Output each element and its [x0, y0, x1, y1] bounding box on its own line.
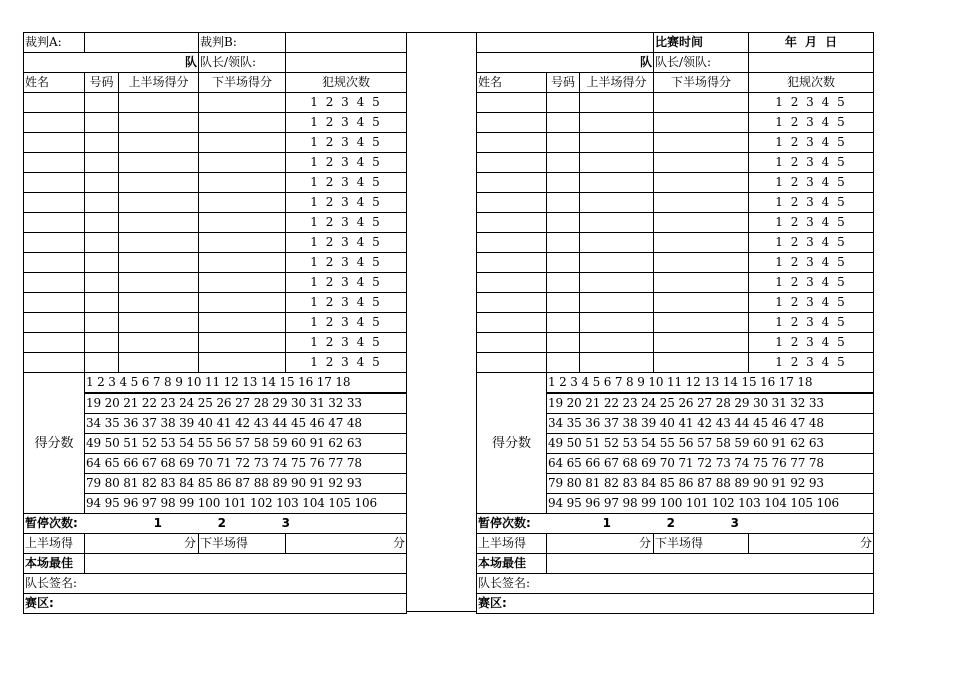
- player-first-half-field[interactable]: [580, 153, 654, 173]
- player-first-half-field[interactable]: [580, 193, 654, 213]
- team-name-field[interactable]: 队: [24, 53, 199, 73]
- score-number-strip[interactable]: 64 65 66 67 68 69 70 71 72 73 74 75 76 77 78: [547, 454, 874, 474]
- player-second-half-field[interactable]: [199, 153, 286, 173]
- player-name-field[interactable]: [477, 333, 547, 353]
- player-first-half-field[interactable]: [580, 233, 654, 253]
- right-player-rows: [477, 93, 874, 373]
- player-name-field[interactable]: [24, 253, 85, 273]
- score-row: [477, 373, 874, 394]
- player-foul-marks[interactable]: 1 2 3 4 5: [286, 293, 407, 313]
- first-half-got-label: 上半场得: [24, 534, 85, 554]
- score-number-strip[interactable]: 19 20 21 22 23 24 25 26 27 28 29 30 31 32 33: [547, 393, 874, 414]
- zone-label[interactable]: 赛区:: [477, 594, 874, 614]
- first-half-points-unit[interactable]: 分: [85, 534, 199, 554]
- timeout-label: 暂停次数:: [478, 516, 531, 530]
- player-number-field[interactable]: [85, 193, 119, 213]
- player-number-field[interactable]: [547, 153, 580, 173]
- match-date-field[interactable]: 年 月 日: [749, 33, 874, 53]
- player-number-field[interactable]: [547, 113, 580, 133]
- player-foul-marks[interactable]: 1 2 3 4 5: [286, 273, 407, 293]
- player-foul-marks[interactable]: 1 2 3 4 5: [286, 133, 407, 153]
- player-row: [477, 93, 874, 113]
- score-number-strip[interactable]: 34 35 36 37 38 39 40 41 42 43 44 45 46 47 48: [85, 414, 407, 434]
- player-row: [477, 273, 874, 293]
- player-first-half-field[interactable]: [119, 293, 199, 313]
- player-number-field[interactable]: [547, 273, 580, 293]
- player-name-field[interactable]: [477, 293, 547, 313]
- score-number-strip[interactable]: 79 80 81 82 83 84 85 86 87 88 89 90 91 92 93: [85, 474, 407, 494]
- player-foul-marks[interactable]: 1 2 3 4 5: [749, 93, 874, 113]
- player-foul-marks[interactable]: 1 2 3 4 5: [749, 173, 874, 193]
- captain-label: 队长/领队:: [654, 53, 749, 73]
- player-foul-marks[interactable]: 1 2 3 4 5: [749, 353, 874, 373]
- zone-row: [477, 594, 874, 614]
- right-sheet-table: [476, 32, 874, 614]
- second-half-got-label: 下半场得: [199, 534, 286, 554]
- left-player-rows: [24, 93, 407, 373]
- match-blank-field[interactable]: [477, 33, 654, 53]
- half-score-row: [477, 534, 874, 554]
- player-row: [24, 153, 407, 173]
- player-first-half-field[interactable]: [580, 273, 654, 293]
- player-row: [24, 333, 407, 353]
- player-second-half-field[interactable]: [654, 93, 749, 113]
- second-half-got-label: 下半场得: [654, 534, 749, 554]
- player-first-half-field[interactable]: [119, 193, 199, 213]
- player-foul-marks[interactable]: 1 2 3 4 5: [286, 153, 407, 173]
- player-first-half-field[interactable]: [119, 113, 199, 133]
- player-number-field[interactable]: [547, 93, 580, 113]
- player-number-field[interactable]: [547, 293, 580, 313]
- zone-label[interactable]: 赛区:: [24, 594, 407, 614]
- player-number-field[interactable]: [85, 313, 119, 333]
- player-name-field[interactable]: [24, 233, 85, 253]
- score-number-strip[interactable]: 1 2 3 4 5 6 7 8 9 10 11 12 13 14 15 16 17 18: [547, 373, 874, 394]
- player-row: [24, 133, 407, 153]
- score-number-strip[interactable]: 94 95 96 97 98 99 100 101 102 103 104 105 106: [547, 494, 874, 514]
- player-second-half-field[interactable]: [654, 353, 749, 373]
- player-second-half-field[interactable]: [199, 273, 286, 293]
- captain-field[interactable]: [286, 53, 407, 73]
- player-second-half-field[interactable]: [199, 173, 286, 193]
- player-foul-marks[interactable]: 1 2 3 4 5: [749, 153, 874, 173]
- header-name: 姓名: [24, 73, 85, 93]
- player-row: [24, 173, 407, 193]
- player-row: [24, 113, 407, 133]
- player-second-half-field[interactable]: [654, 213, 749, 233]
- header-second-half: 下半场得分: [199, 73, 286, 93]
- score-number-strip[interactable]: 49 50 51 52 53 54 55 56 57 58 59 60 91 62 63: [547, 434, 874, 454]
- timeout-cell: [477, 514, 874, 534]
- score-row: [24, 373, 407, 394]
- timeout-2[interactable]: 2: [217, 516, 226, 530]
- player-name-field[interactable]: [24, 113, 85, 133]
- player-foul-marks[interactable]: 1 2 3 4 5: [749, 233, 874, 253]
- player-first-half-field[interactable]: [580, 313, 654, 333]
- player-first-half-field[interactable]: [119, 273, 199, 293]
- player-number-field[interactable]: [85, 353, 119, 373]
- player-name-field[interactable]: [24, 273, 85, 293]
- player-name-field[interactable]: [24, 213, 85, 233]
- mvp-label: 本场最佳: [477, 554, 547, 574]
- player-foul-marks[interactable]: 1 2 3 4 5: [286, 113, 407, 133]
- player-foul-marks[interactable]: 1 2 3 4 5: [286, 93, 407, 113]
- player-foul-marks[interactable]: 1 2 3 4 5: [749, 293, 874, 313]
- player-second-half-field[interactable]: [199, 213, 286, 233]
- player-row: [477, 173, 874, 193]
- player-first-half-field[interactable]: [580, 133, 654, 153]
- player-number-field[interactable]: [85, 273, 119, 293]
- match-time-label: 比赛时间: [654, 33, 749, 53]
- captain-sign-label[interactable]: 队长签名:: [24, 574, 407, 594]
- player-number-field[interactable]: [85, 213, 119, 233]
- score-number-strip[interactable]: 49 50 51 52 53 54 55 56 57 58 59 60 91 62 63: [85, 434, 407, 454]
- player-foul-marks[interactable]: 1 2 3 4 5: [286, 313, 407, 333]
- player-row: [24, 293, 407, 313]
- half-score-row: [24, 534, 407, 554]
- header-row: [477, 73, 874, 93]
- player-row: [24, 93, 407, 113]
- player-number-field[interactable]: [85, 93, 119, 113]
- captain-field[interactable]: [749, 53, 874, 73]
- player-foul-marks[interactable]: 1 2 3 4 5: [749, 313, 874, 333]
- match-time-row: [477, 33, 874, 53]
- player-number-field[interactable]: [547, 193, 580, 213]
- player-number-field[interactable]: [85, 133, 119, 153]
- team-row: [477, 53, 874, 73]
- player-number-field[interactable]: [547, 173, 580, 193]
- player-second-half-field[interactable]: [199, 353, 286, 373]
- player-first-half-field[interactable]: [119, 213, 199, 233]
- left-score-sheet: [23, 32, 407, 614]
- player-name-field[interactable]: [24, 93, 85, 113]
- mvp-label: 本场最佳: [24, 554, 85, 574]
- player-name-field[interactable]: [24, 313, 85, 333]
- player-name-field[interactable]: [477, 153, 547, 173]
- timeout-1[interactable]: 1: [153, 516, 162, 530]
- mvp-field[interactable]: [85, 554, 407, 574]
- player-first-half-field[interactable]: [119, 133, 199, 153]
- player-row: [24, 313, 407, 333]
- player-row: [477, 193, 874, 213]
- player-number-field[interactable]: [547, 333, 580, 353]
- left-sheet-table: [23, 32, 407, 614]
- player-row: [24, 273, 407, 293]
- player-first-half-field[interactable]: [580, 173, 654, 193]
- player-second-half-field[interactable]: [199, 133, 286, 153]
- player-foul-marks[interactable]: 1 2 3 4 5: [286, 173, 407, 193]
- score-label: 得分数: [24, 373, 85, 514]
- player-second-half-field[interactable]: [199, 113, 286, 133]
- timeout-label: 暂停次数:: [25, 516, 78, 530]
- player-first-half-field[interactable]: [119, 93, 199, 113]
- player-name-field[interactable]: [24, 153, 85, 173]
- player-first-half-field[interactable]: [580, 293, 654, 313]
- captain-sign-row: [477, 574, 874, 594]
- player-row: [24, 213, 407, 233]
- player-foul-marks[interactable]: 1 2 3 4 5: [286, 353, 407, 373]
- player-name-field[interactable]: [24, 353, 85, 373]
- player-second-half-field[interactable]: [199, 193, 286, 213]
- player-first-half-field[interactable]: [119, 153, 199, 173]
- player-number-field[interactable]: [85, 253, 119, 273]
- header-fouls: 犯规次数: [286, 73, 407, 93]
- player-name-field[interactable]: [477, 253, 547, 273]
- player-row: [477, 213, 874, 233]
- player-row: [477, 313, 874, 333]
- player-name-field[interactable]: [477, 173, 547, 193]
- player-row: [24, 353, 407, 373]
- player-second-half-field[interactable]: [654, 173, 749, 193]
- header-first-half: 上半场得分: [119, 73, 199, 93]
- player-name-field[interactable]: [477, 193, 547, 213]
- score-number-strip[interactable]: 1 2 3 4 5 6 7 8 9 10 11 12 13 14 15 16 17 18: [85, 373, 407, 394]
- player-first-half-field[interactable]: [119, 173, 199, 193]
- player-number-field[interactable]: [547, 133, 580, 153]
- timeout-row: [477, 514, 874, 534]
- header-fouls: 犯规次数: [749, 73, 874, 93]
- score-number-strip[interactable]: 79 80 81 82 83 84 85 86 87 88 89 90 91 92 93: [547, 474, 874, 494]
- timeout-3[interactable]: 3: [730, 516, 739, 530]
- mvp-field[interactable]: [547, 554, 874, 574]
- player-row: [24, 233, 407, 253]
- player-second-half-field[interactable]: [654, 253, 749, 273]
- player-second-half-field[interactable]: [199, 293, 286, 313]
- header-number: 号码: [85, 73, 119, 93]
- referee-a-label: 裁判A:: [24, 33, 85, 53]
- player-first-half-field[interactable]: [119, 313, 199, 333]
- player-name-field[interactable]: [477, 273, 547, 293]
- team-name-field[interactable]: 队: [477, 53, 654, 73]
- player-first-half-field[interactable]: [119, 253, 199, 273]
- mvp-row: [477, 554, 874, 574]
- left-score-rows: [24, 373, 407, 514]
- player-foul-marks[interactable]: 1 2 3 4 5: [286, 213, 407, 233]
- player-foul-marks[interactable]: 1 2 3 4 5: [749, 193, 874, 213]
- header-name: 姓名: [477, 73, 547, 93]
- right-score-sheet: [476, 32, 874, 614]
- player-second-half-field[interactable]: [654, 273, 749, 293]
- player-second-half-field[interactable]: [654, 113, 749, 133]
- player-row: [24, 193, 407, 213]
- referee-b-field[interactable]: [286, 33, 407, 53]
- player-name-field[interactable]: [477, 93, 547, 113]
- player-second-half-field[interactable]: [654, 233, 749, 253]
- player-row: [477, 153, 874, 173]
- header-number: 号码: [547, 73, 580, 93]
- player-row: [477, 113, 874, 133]
- player-second-half-field[interactable]: [654, 133, 749, 153]
- first-half-got-label: 上半场得: [477, 534, 547, 554]
- player-second-half-field[interactable]: [199, 233, 286, 253]
- zone-row: [24, 594, 407, 614]
- referee-b-label: 裁判B:: [199, 33, 286, 53]
- player-foul-marks[interactable]: 1 2 3 4 5: [749, 333, 874, 353]
- right-score-rows: [477, 373, 874, 514]
- player-name-field[interactable]: [24, 133, 85, 153]
- timeout-row: [24, 514, 407, 534]
- player-foul-marks[interactable]: 1 2 3 4 5: [749, 273, 874, 293]
- player-first-half-field[interactable]: [580, 113, 654, 133]
- player-number-field[interactable]: [547, 253, 580, 273]
- player-first-half-field[interactable]: [580, 353, 654, 373]
- player-second-half-field[interactable]: [199, 253, 286, 273]
- player-foul-marks[interactable]: 1 2 3 4 5: [286, 333, 407, 353]
- score-number-strip[interactable]: 64 65 66 67 68 69 70 71 72 73 74 75 76 77 78: [85, 454, 407, 474]
- player-row: [477, 133, 874, 153]
- player-name-field[interactable]: [477, 213, 547, 233]
- mvp-row: [24, 554, 407, 574]
- player-first-half-field[interactable]: [580, 333, 654, 353]
- player-row: [477, 293, 874, 313]
- header-row: [24, 73, 407, 93]
- first-half-points-unit[interactable]: 分: [547, 534, 654, 554]
- player-number-field[interactable]: [547, 233, 580, 253]
- player-second-half-field[interactable]: [654, 153, 749, 173]
- player-number-field[interactable]: [547, 353, 580, 373]
- player-name-field[interactable]: [477, 313, 547, 333]
- player-foul-marks[interactable]: 1 2 3 4 5: [749, 213, 874, 233]
- player-second-half-field[interactable]: [654, 293, 749, 313]
- player-row: [477, 353, 874, 373]
- player-number-field[interactable]: [85, 153, 119, 173]
- player-name-field[interactable]: [24, 173, 85, 193]
- player-first-half-field[interactable]: [580, 253, 654, 273]
- player-first-half-field[interactable]: [580, 93, 654, 113]
- player-second-half-field[interactable]: [654, 333, 749, 353]
- middle-gutter: [406, 32, 476, 612]
- team-row: [24, 53, 407, 73]
- player-number-field[interactable]: [85, 113, 119, 133]
- player-row: [477, 233, 874, 253]
- player-number-field[interactable]: [547, 213, 580, 233]
- referee-a-field[interactable]: [85, 33, 199, 53]
- captain-label: 队长/领队:: [199, 53, 286, 73]
- player-foul-marks[interactable]: 1 2 3 4 5: [286, 193, 407, 213]
- timeout-2[interactable]: 2: [666, 516, 675, 530]
- player-number-field[interactable]: [547, 313, 580, 333]
- player-number-field[interactable]: [85, 293, 119, 313]
- header-second-half: 下半场得分: [654, 73, 749, 93]
- player-foul-marks[interactable]: 1 2 3 4 5: [286, 253, 407, 273]
- player-foul-marks[interactable]: 1 2 3 4 5: [749, 113, 874, 133]
- player-first-half-field[interactable]: [119, 353, 199, 373]
- player-name-field[interactable]: [24, 293, 85, 313]
- player-second-half-field[interactable]: [654, 193, 749, 213]
- player-name-field[interactable]: [24, 333, 85, 353]
- timeout-1[interactable]: 1: [602, 516, 611, 530]
- player-name-field[interactable]: [477, 113, 547, 133]
- referee-row: [24, 33, 407, 53]
- player-foul-marks[interactable]: 1 2 3 4 5: [749, 253, 874, 273]
- player-foul-marks[interactable]: 1 2 3 4 5: [286, 233, 407, 253]
- player-second-half-field[interactable]: [654, 313, 749, 333]
- player-name-field[interactable]: [477, 353, 547, 373]
- score-number-strip[interactable]: 34 35 36 37 38 39 40 41 42 43 44 45 46 47 48: [547, 414, 874, 434]
- player-first-half-field[interactable]: [580, 213, 654, 233]
- player-number-field[interactable]: [85, 173, 119, 193]
- captain-sign-row: [24, 574, 407, 594]
- player-name-field[interactable]: [477, 233, 547, 253]
- player-first-half-field[interactable]: [119, 333, 199, 353]
- score-number-strip[interactable]: 19 20 21 22 23 24 25 26 27 28 29 30 31 32 33: [85, 393, 407, 414]
- score-number-strip[interactable]: 94 95 96 97 98 99 100 101 102 103 104 105 106: [85, 494, 407, 514]
- player-row: [477, 333, 874, 353]
- player-second-half-field[interactable]: [199, 313, 286, 333]
- player-row: [477, 253, 874, 273]
- timeout-cell: [24, 514, 407, 534]
- header-first-half: 上半场得分: [580, 73, 654, 93]
- score-label: 得分数: [477, 373, 547, 514]
- player-first-half-field[interactable]: [119, 233, 199, 253]
- timeout-3[interactable]: 3: [281, 516, 290, 530]
- player-foul-marks[interactable]: 1 2 3 4 5: [749, 133, 874, 153]
- player-number-field[interactable]: [85, 333, 119, 353]
- player-name-field[interactable]: [24, 193, 85, 213]
- captain-sign-label[interactable]: 队长签名:: [477, 574, 874, 594]
- second-half-points-unit[interactable]: 分: [286, 534, 407, 554]
- player-second-half-field[interactable]: [199, 333, 286, 353]
- player-number-field[interactable]: [85, 233, 119, 253]
- player-row: [24, 253, 407, 273]
- second-half-points-unit[interactable]: 分: [749, 534, 874, 554]
- player-name-field[interactable]: [477, 133, 547, 153]
- player-second-half-field[interactable]: [199, 93, 286, 113]
